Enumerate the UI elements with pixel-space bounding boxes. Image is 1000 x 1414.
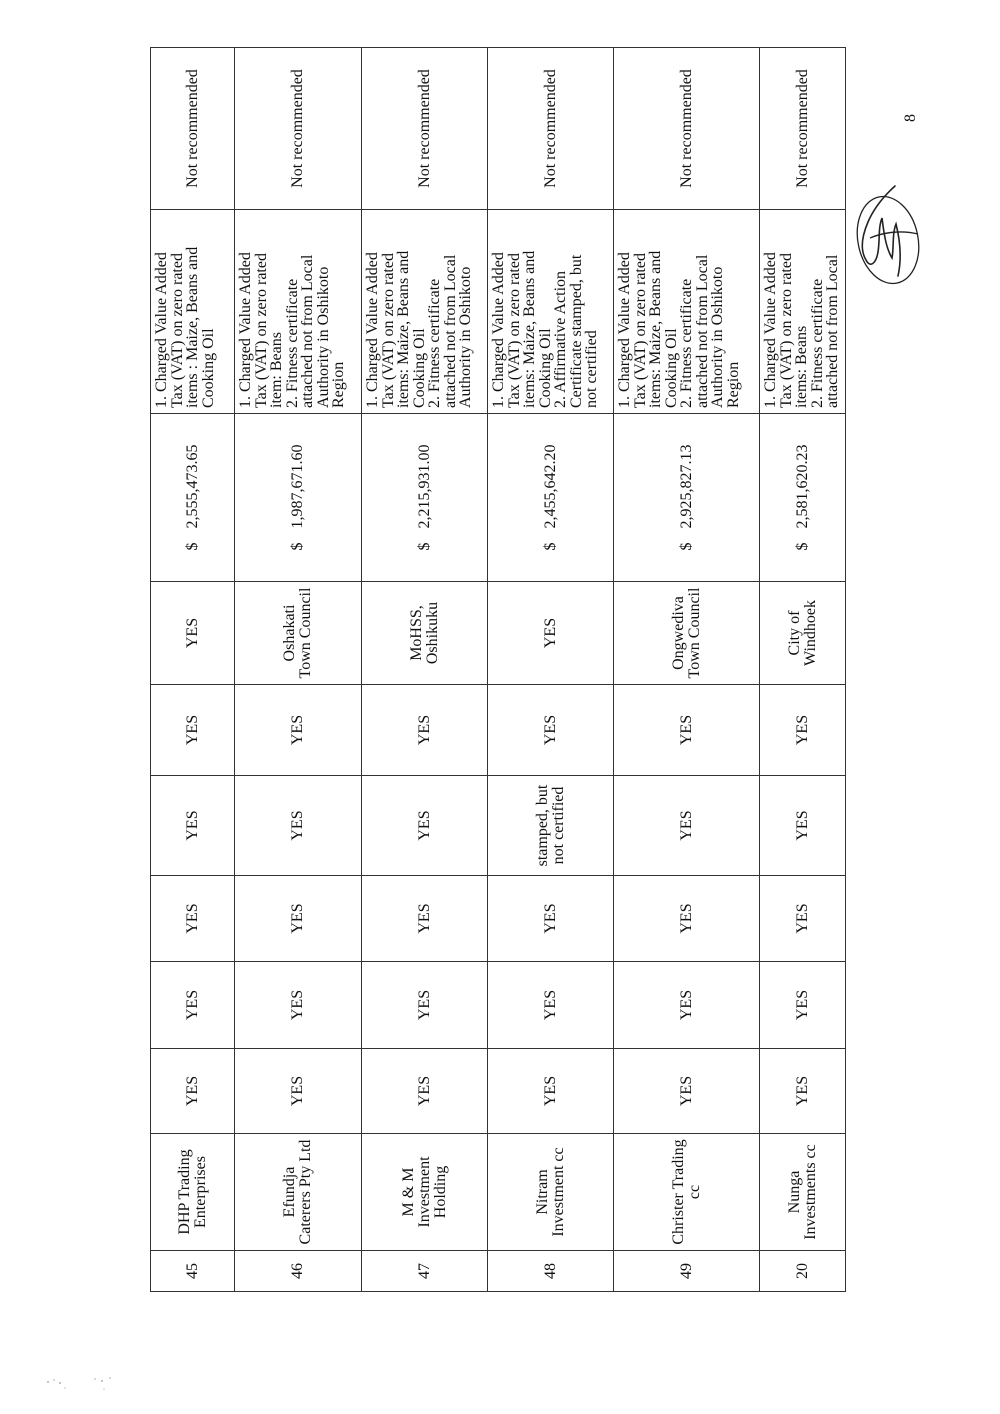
remark-line: Certificate stamped, but [567, 254, 585, 408]
recommendation: Not recommended [151, 48, 235, 210]
rotated-table-region [150, 48, 845, 1292]
criterion-2: YES [760, 962, 846, 1049]
remark-line: 2. Fitness certificate [808, 278, 826, 408]
remarks [235, 210, 362, 414]
bidder-name: Christer Trading cc [614, 1134, 760, 1251]
criterion-3: YES [760, 876, 846, 962]
remark-line: Authority in Oshikoto [709, 266, 726, 408]
criterion-1: YES [362, 1049, 488, 1134]
bid-amount [151, 414, 235, 582]
criterion-2: YES [235, 962, 362, 1049]
table-row [614, 48, 760, 1292]
remark-line: Cooking Oil [662, 328, 680, 408]
row-number: 48 [488, 1251, 614, 1292]
remark-line: attached not from Local [441, 254, 459, 408]
remark-line: item: Beans [268, 332, 285, 408]
amount-value: 2,555,473.65 [183, 444, 201, 529]
bid-amount [488, 414, 614, 582]
remark-line: attached not from Local [693, 254, 711, 408]
criterion-1: YES [151, 1049, 235, 1134]
table-row [760, 48, 846, 1292]
table-row [488, 48, 614, 1292]
remark-line: Region [330, 361, 347, 408]
criterion-5: YES [614, 685, 760, 776]
page-number: 8 [902, 114, 919, 122]
criterion-2: YES [614, 962, 760, 1049]
currency-symbol: $ [541, 542, 559, 551]
bid-amount [760, 414, 846, 582]
criterion-2: YES [488, 962, 614, 1049]
criterion-3: YES [151, 876, 235, 962]
criterion-6: City of Windhoek [760, 582, 846, 685]
bid-amount [362, 414, 488, 582]
row-number: 49 [614, 1251, 760, 1292]
evaluation-table [150, 47, 846, 1292]
recommendation: Not recommended [362, 48, 488, 210]
criterion-4: YES [760, 776, 846, 876]
criterion-3: YES [362, 876, 488, 962]
criterion-1: YES [760, 1049, 846, 1134]
currency-symbol: $ [289, 542, 306, 551]
remark-line: 2. Fitness certificate [283, 278, 301, 408]
bidder-name: Nitram Investment cc [488, 1134, 614, 1251]
remark-line: Tax (VAT) on zero rated [379, 253, 397, 408]
remarks [151, 210, 235, 414]
amount-value: 2,581,620.23 [793, 444, 811, 529]
recommendation: Not recommended [235, 48, 362, 210]
table-body [151, 48, 846, 1292]
row-number: 47 [362, 1251, 488, 1292]
bidder-name: DHP Trading Enterprises [151, 1134, 235, 1251]
remark-line: items: Maize, Beans and [395, 250, 412, 408]
remark-line: items: Beans [793, 325, 810, 408]
recommendation: Not recommended [614, 48, 760, 210]
currency-symbol: $ [183, 542, 201, 551]
remarks [488, 210, 614, 414]
criterion-5: YES [760, 685, 846, 776]
remark-line: 1. Charged Value Added [237, 252, 254, 408]
handwritten-signature [840, 178, 930, 293]
criterion-5: YES [235, 685, 362, 776]
table-row [235, 48, 362, 1292]
remark-line: attached not from Local [299, 254, 316, 408]
currency-symbol: $ [793, 542, 811, 551]
remark-line: 2. Fitness certificate [678, 278, 695, 408]
remark-line: Authority in Oshikoto [314, 266, 332, 408]
remark-line: 1. Charged Value Added [490, 252, 507, 408]
remark-line: Tax (VAT) on zero rated [505, 253, 523, 408]
criterion-3: YES [488, 876, 614, 962]
row-number: 45 [151, 1251, 235, 1292]
criterion-1: YES [488, 1049, 614, 1134]
remark-line: Cooking Oil [536, 328, 554, 408]
criterion-5: YES [488, 685, 614, 776]
amount-value: 2,215,931.00 [415, 444, 433, 529]
row-number: 46 [235, 1251, 362, 1292]
amount-value: 2,455,642.20 [541, 444, 559, 529]
criterion-1: YES [235, 1049, 362, 1134]
amount-value: 1,987,671.60 [289, 444, 306, 529]
remark-line: Authority in Oshikoto [457, 266, 474, 408]
table-row [151, 48, 235, 1292]
remark-line: Tax (VAT) on zero rated [631, 253, 649, 408]
remark-line: 1. Charged Value Added [616, 252, 633, 408]
criterion-4: YES [362, 776, 488, 876]
recommendation: Not recommended [760, 48, 846, 210]
remark-line: not certified [583, 330, 600, 408]
table-row [362, 48, 488, 1292]
currency-symbol: $ [415, 542, 433, 551]
remark-line: items: Maize, Beans and [647, 250, 664, 408]
criterion-4: stamped, but not certified [488, 776, 614, 876]
criterion-4: YES [151, 776, 235, 876]
bidder-name: M & M Investment Holding [362, 1134, 488, 1251]
criterion-6: YES [488, 582, 614, 685]
remark-line: Cooking Oil [199, 328, 217, 408]
bidder-name: Nunga Investments cc [760, 1134, 846, 1251]
bidder-name: Efundja Caterers Pty Ltd [235, 1134, 362, 1251]
amount-value: 2,925,827.13 [677, 444, 695, 529]
remark-line: items : Maize, Beans and [184, 246, 201, 408]
criterion-6: Ongwediva Town Council [614, 582, 760, 685]
remark-line: 2. Affirmative Action [552, 270, 569, 408]
remark-line: 1. Charged Value Added [364, 252, 381, 408]
criterion-6: YES [151, 582, 235, 685]
remark-line: 2. Fitness certificate [426, 278, 443, 408]
currency-symbol: $ [677, 542, 695, 551]
criterion-5: YES [362, 685, 488, 776]
row-number: 20 [760, 1251, 846, 1292]
scan-specks [40, 1370, 130, 1400]
criterion-5: YES [151, 685, 235, 776]
criterion-3: YES [614, 876, 760, 962]
criterion-4: YES [235, 776, 362, 876]
remark-line: Cooking Oil [410, 328, 428, 408]
criterion-1: YES [614, 1049, 760, 1134]
bid-amount [235, 414, 362, 582]
bid-amount [614, 414, 760, 582]
remark-line: 1. Charged Value Added [762, 252, 779, 408]
criterion-4: YES [614, 776, 760, 876]
remark-line: 1. Charged Value Added [153, 252, 170, 408]
remark-line: items: Maize, Beans and [521, 250, 538, 408]
criterion-2: YES [151, 962, 235, 1049]
remarks [614, 210, 760, 414]
criterion-2: YES [362, 962, 488, 1049]
remarks [362, 210, 488, 414]
recommendation: Not recommended [488, 48, 614, 210]
remark-line: Tax (VAT) on zero rated [777, 253, 795, 408]
remark-line: Tax (VAT) on zero rated [168, 253, 186, 408]
criterion-3: YES [235, 876, 362, 962]
criterion-6: Oshakati Town Council [235, 582, 362, 685]
remark-line: Region [724, 361, 742, 408]
criterion-6: MoHSS, Oshikuku [362, 582, 488, 685]
remarks [760, 210, 846, 414]
remark-line: attached not from Local [824, 254, 841, 408]
remark-line: Tax (VAT) on zero rated [252, 253, 270, 408]
